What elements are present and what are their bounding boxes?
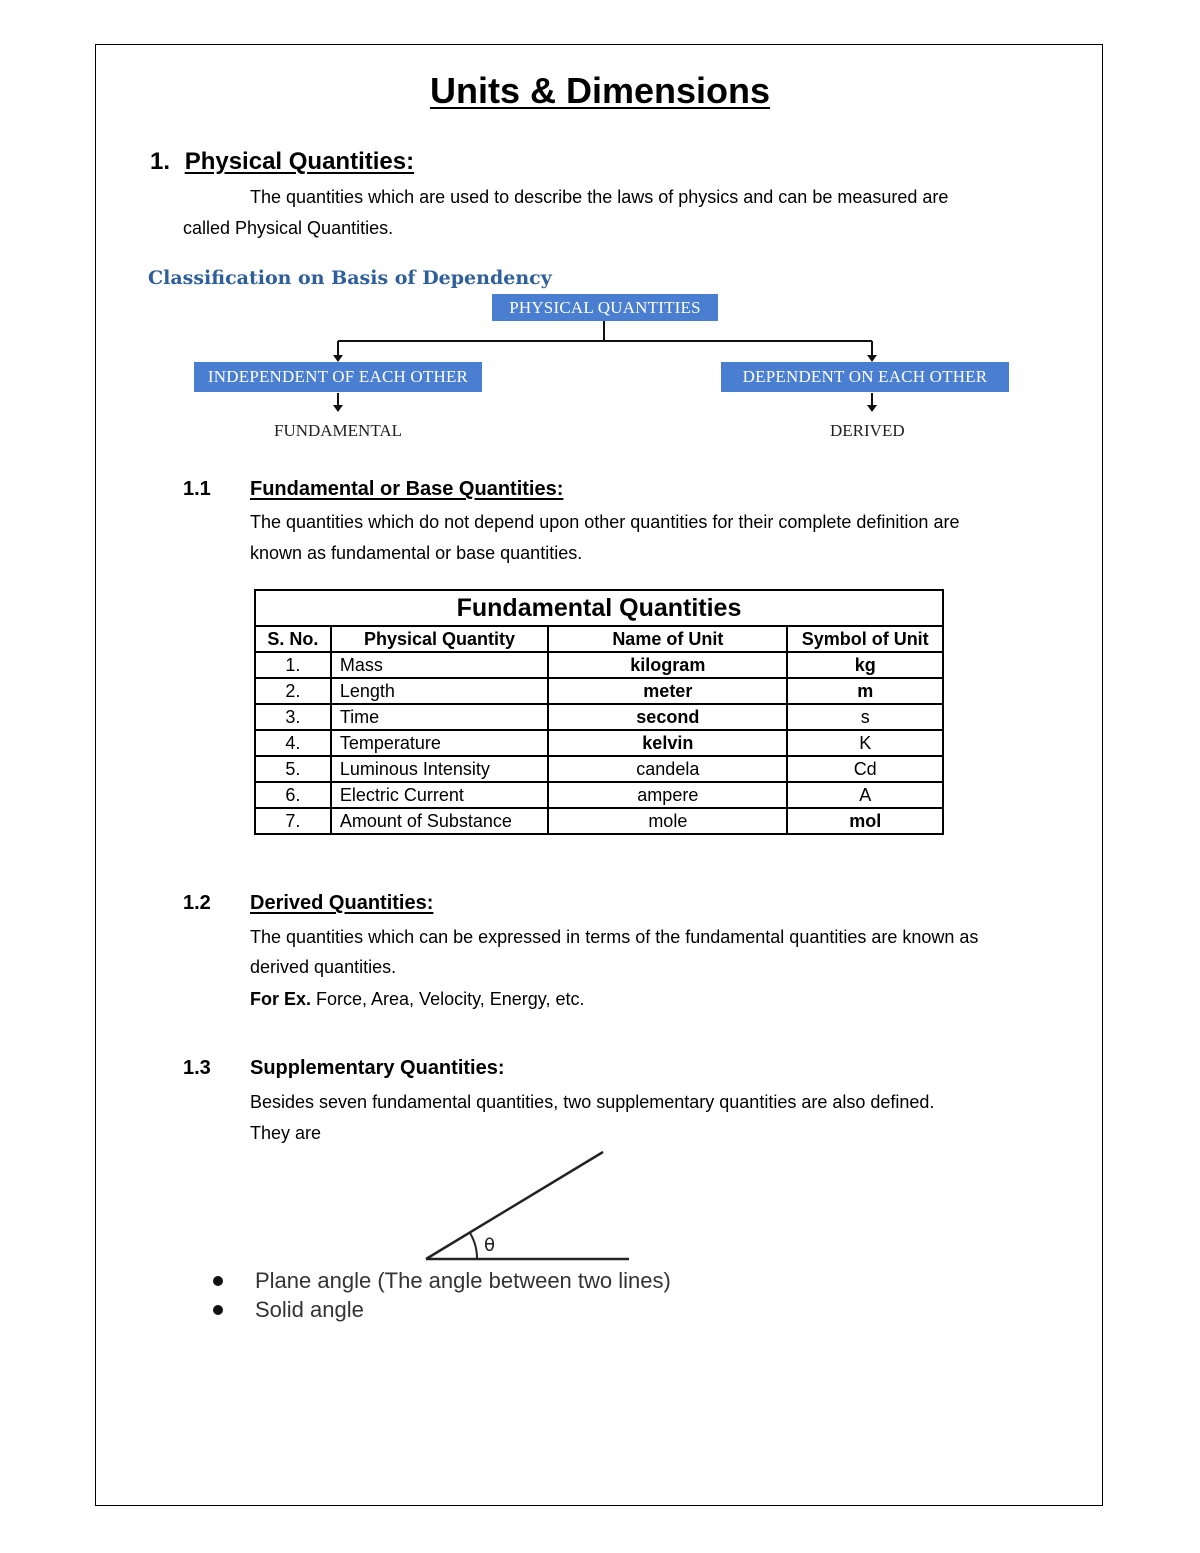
cell-sno: 4.: [255, 730, 331, 756]
cell-unit-symbol: Cd: [787, 756, 943, 782]
cell-quantity: Time: [331, 704, 548, 730]
example-text: Force, Area, Velocity, Energy, etc.: [311, 989, 585, 1009]
cell-unit-name: mole: [548, 808, 787, 834]
section-1-1-title: Fundamental or Base Quantities:: [250, 478, 564, 500]
bullet-icon: [213, 1276, 223, 1286]
cell-unit-symbol: A: [787, 782, 943, 808]
cell-unit-name: kilogram: [548, 652, 787, 678]
cell-sno: 7.: [255, 808, 331, 834]
cell-unit-symbol: K: [787, 730, 943, 756]
section-1-3-title: Supplementary Quantities:: [250, 1057, 505, 1079]
section-1-2-text-line1: The quantities which can be expressed in terms of the fundamental quantities are known as: [250, 927, 979, 947]
cell-quantity: Luminous Intensity: [331, 756, 548, 782]
cell-unit-name: kelvin: [548, 730, 787, 756]
cell-unit-name: candela: [548, 756, 787, 782]
section-1-2-text-line2: derived quantities.: [250, 957, 397, 977]
diagram-root-box: PHYSICAL QUANTITIES: [492, 294, 718, 321]
section-1-3-text-line2: They are: [250, 1123, 322, 1143]
cell-sno: 6.: [255, 782, 331, 808]
list-item-text: Plane angle (The angle between two lines): [255, 1267, 671, 1293]
section-1-3-number: 1.3: [183, 1057, 211, 1079]
cell-unit-name: meter: [548, 678, 787, 704]
diagram-title: Classification on Basis of Dependency: [148, 267, 552, 289]
table-header-unit-name: Name of Unit: [548, 626, 787, 652]
page-title: Units & Dimensions: [429, 70, 771, 111]
cell-unit-symbol: mol: [787, 808, 943, 834]
table-header-quantity: Physical Quantity: [331, 626, 548, 652]
cell-quantity: Temperature: [331, 730, 548, 756]
section-1-3-text-line1: Besides seven fundamental quantities, two supplementary quantities are also defined.: [250, 1092, 935, 1112]
section-1-number: 1.: [150, 148, 171, 175]
cell-sno: 5.: [255, 756, 331, 782]
cell-quantity: Amount of Substance: [331, 808, 548, 834]
diagram-right-box: DEPENDENT ON EACH OTHER: [721, 362, 1009, 392]
section-1-2-title: Derived Quantities:: [250, 892, 434, 914]
section-1-1-text-line1: The quantities which do not depend upon other quantities for their complete definition are: [250, 512, 960, 532]
section-1-1-number: 1.1: [183, 478, 211, 500]
section-1-text-line2: called Physical Quantities.: [183, 218, 394, 238]
cell-quantity: Electric Current: [331, 782, 548, 808]
cell-quantity: Mass: [331, 652, 548, 678]
cell-unit-symbol: kg: [787, 652, 943, 678]
table-header-unit-symbol: Symbol of Unit: [787, 626, 943, 652]
cell-sno: 2.: [255, 678, 331, 704]
cell-quantity: Length: [331, 678, 548, 704]
cell-unit-symbol: s: [787, 704, 943, 730]
example-label: For Ex.: [250, 989, 312, 1009]
list-item: [210, 1295, 671, 1324]
bullet-icon: [213, 1305, 223, 1315]
diagram-right-leaf: DERIVED: [830, 421, 905, 440]
section-1-title: Physical Quantities:: [184, 148, 415, 175]
diagram-left-leaf: FUNDAMENTAL: [274, 421, 403, 440]
cell-unit-name: second: [548, 704, 787, 730]
cell-unit-symbol: m: [787, 678, 943, 704]
cell-sno: 1.: [255, 652, 331, 678]
list-item: [210, 1266, 671, 1295]
supplementary-list: [210, 1266, 671, 1324]
section-1-2-number: 1.2: [183, 892, 211, 914]
cell-unit-name: ampere: [548, 782, 787, 808]
diagram-left-box: INDEPENDENT OF EACH OTHER: [194, 362, 482, 392]
section-1-text-line1: The quantities which are used to describe the laws of physics and can be measured are: [250, 187, 949, 207]
cell-sno: 3.: [255, 704, 331, 730]
section-1-1-text-line2: known as fundamental or base quantities.: [250, 543, 583, 563]
table-caption: Fundamental Quantities: [255, 590, 943, 626]
list-item-text: Solid angle: [255, 1296, 364, 1322]
theta-symbol: θ: [484, 1235, 496, 1256]
table-header-sno: S. No.: [255, 626, 331, 652]
